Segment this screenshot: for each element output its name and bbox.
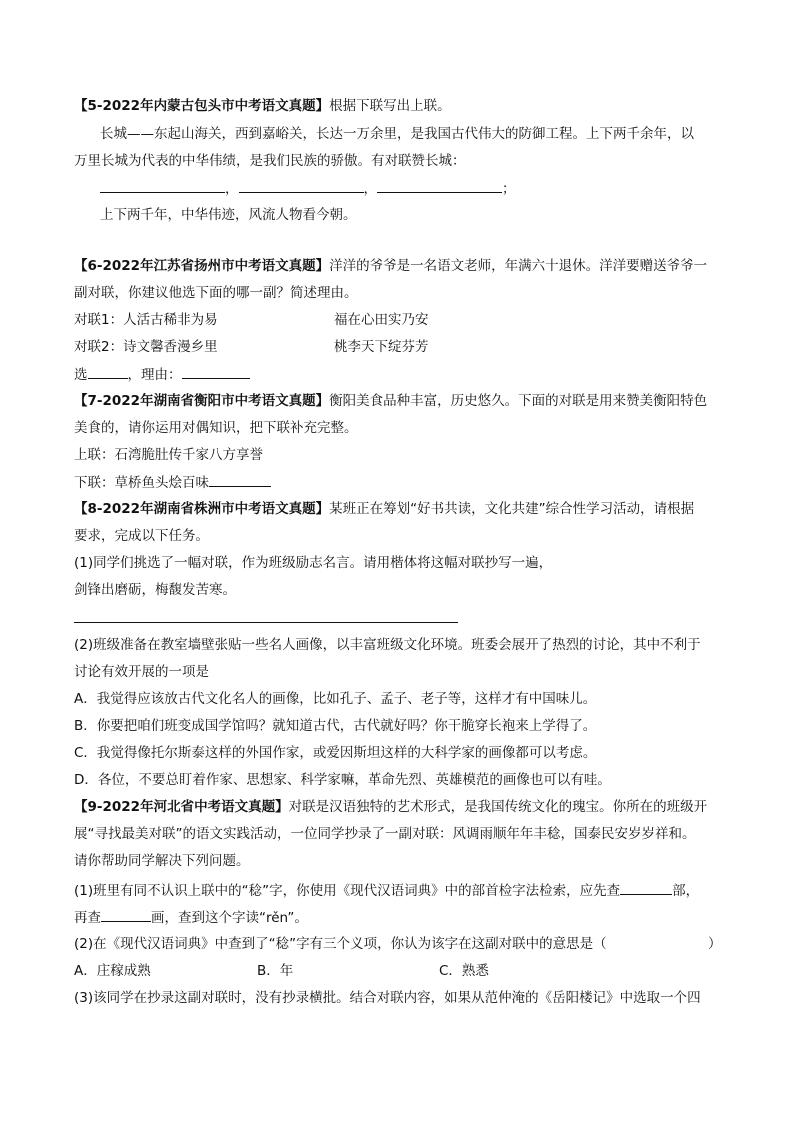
q8-stem-line1: 某班正在筹划“好书共读，文化共建”综合性学习活动，请根据 xyxy=(329,501,695,517)
q9-sub1-again: 再查 xyxy=(74,910,101,926)
q7-stem-line1: 衡阳美食品种丰富，历史悠久。下面的对联是用来赞美衡阳特色 xyxy=(329,393,708,409)
q7-header xyxy=(74,391,707,411)
q6-couplet2-lower: 桃李天下绽芬芳 xyxy=(334,339,429,355)
q9-stem-line3: 请你帮助同学解决下列问题。 xyxy=(74,853,250,869)
q6-couplet1-upper: 对联1：人活古稀非为易 xyxy=(74,312,218,328)
q5-lower-couplet: 上下两千年，中华伟迹，风流人物看今朝。 xyxy=(100,207,357,223)
q9-strokes-blank[interactable] xyxy=(101,907,151,922)
q5-blank-3[interactable] xyxy=(377,178,502,193)
q9-sub1-text: (1)班里有同不认识上联中的“稔”字，你使用《现代汉语词典》中的部首检字法检索，应先查 xyxy=(74,883,621,899)
q9-sub1-line2 xyxy=(74,907,308,928)
q5-stem: 根据下联写出上联。 xyxy=(329,98,451,114)
q5-sep-1: ， xyxy=(225,181,239,197)
q9-sub1-end: 部， xyxy=(672,883,700,899)
q5-header xyxy=(74,96,451,116)
q5-upper-couplet-blanks xyxy=(100,178,516,199)
q6-couplet1-lower: 福在心田实乃安 xyxy=(334,312,429,328)
q6-stem-line1: 洋洋的爷爷是一名语文老师，年满六十退休。洋洋要赠送爷爷一 xyxy=(329,258,708,274)
q8-stem-line2: 要求，完成以下任务。 xyxy=(74,528,209,544)
q7-stem-line2: 美食的，请你运用对偶知识，把下联补充完整。 xyxy=(74,420,358,436)
q8-sub1-line2: 剑锋出磨砺，梅馥发苦寒。 xyxy=(74,582,236,598)
q5-blank-1[interactable] xyxy=(100,178,225,193)
q9-option-b: B．年 xyxy=(257,963,294,979)
q5-paragraph-line2: 万里长城为代表的中华伟绩，是我们民族的骄傲。有对联赞长城： xyxy=(74,153,466,169)
q9-sub2-line: (2)在《现代汉语词典》中查到了“稔”字有三个义项，你认为该字在这副对联中的意思是（ xyxy=(74,936,607,952)
q6-choose-label: 选 xyxy=(74,367,88,383)
q9-radical-blank[interactable] xyxy=(620,880,672,895)
q5-blank-2[interactable] xyxy=(239,178,364,193)
q5-paragraph-line1: 长城——东起山海关，西到嘉峪关，长达一万余里，是我国古代伟大的防御工程。上下两千余年，以 xyxy=(100,126,694,142)
q7-lower-couplet xyxy=(74,472,271,493)
q8-header xyxy=(74,499,694,519)
q6-header xyxy=(74,256,707,276)
q8-sub2-line2: 讨论有效开展的一项是 xyxy=(74,664,209,680)
q9-sub1-tail: 画，查到这个字读“rěn”。 xyxy=(151,910,308,926)
q8-option-b: B．你要把咱们班变成国学馆吗？就知道古代，古代就好吗？你干脆穿长袍来上学得了。 xyxy=(74,718,597,734)
q5-tag: 【5-2022年内蒙古包头市中考语文真题】 xyxy=(74,98,330,114)
q7-lower-blank[interactable] xyxy=(209,472,271,487)
q6-answer-line xyxy=(74,364,250,385)
q8-option-d: D．各位，不要总盯着作家、思想家、科学家嘛，革命先烈、英雄模范的画像也可以有哇。 xyxy=(74,772,611,788)
q9-stem-line2: 展“寻找最美对联”的语文实践活动，一位同学抄录了一副对联：风调雨顺年年丰稔，国泰民安岁岁祥和。 xyxy=(74,826,696,842)
q6-reason-label: ，理由： xyxy=(127,367,182,383)
q6-choice-blank[interactable] xyxy=(88,364,128,379)
q5-sep-2: ， xyxy=(363,181,377,197)
q9-header xyxy=(74,797,707,817)
q9-option-c: C．熟悉 xyxy=(439,963,489,979)
q6-couplet2-upper: 对联2：诗文馨香漫乡里 xyxy=(74,339,218,355)
q6-stem-line2: 副对联，你建议他选下面的哪一副？简述理由。 xyxy=(74,285,358,301)
q6-reason-blank[interactable] xyxy=(182,364,250,379)
q8-option-c: C．我觉得像托尔斯泰这样的外国作家，或爱因斯坦这样的大科学家的画像都可以考虑。 xyxy=(74,745,597,761)
q7-upper-couplet: 上联：石湾脆肚传千家八方享誉 xyxy=(74,447,263,463)
q9-sub1-line1 xyxy=(74,880,699,901)
q5-sep-3: ； xyxy=(502,181,516,197)
q6-tag: 【6-2022年江苏省扬州市中考语文真题】 xyxy=(74,258,330,274)
q8-tag: 【8-2022年湖南省株洲市中考语文真题】 xyxy=(74,501,330,517)
q7-tag: 【7-2022年湖南省衡阳市中考语文真题】 xyxy=(74,393,330,409)
q9-sub2-paren-close: ） xyxy=(708,936,722,952)
q8-sub1-line1: (1)同学们挑选了一幅对联，作为班级励志名言。请用楷体将这幅对联抄写一遍， xyxy=(74,555,553,571)
q8-sub2-line1: (2)班级准备在教室墙壁张贴一些名人画像，以丰富班级文化环境。班委会展开了热烈的讨论，其中不利于 xyxy=(74,637,701,653)
q7-lower-text: 下联：草桥鱼头烩百味 xyxy=(74,475,209,491)
q9-stem-line1: 对联是汉语独特的艺术形式，是我国传统文化的瑰宝。你所在的班级开 xyxy=(288,799,708,815)
q9-sub3-line: (3)该同学在抄录这副对联时，没有抄录横批。结合对联内容，如果从范仲淹的《岳阳楼记》中选取一个四 xyxy=(74,990,701,1006)
q9-option-a: A．庄稼成熟 xyxy=(74,963,151,979)
q8-writing-line[interactable] xyxy=(74,622,458,623)
q8-option-a: A．我觉得应该放古代文化名人的画像，比如孔子、孟子、老子等，这样才有中国味儿。 xyxy=(74,691,597,707)
q9-tag: 【9-2022年河北省中考语文真题】 xyxy=(74,799,289,815)
